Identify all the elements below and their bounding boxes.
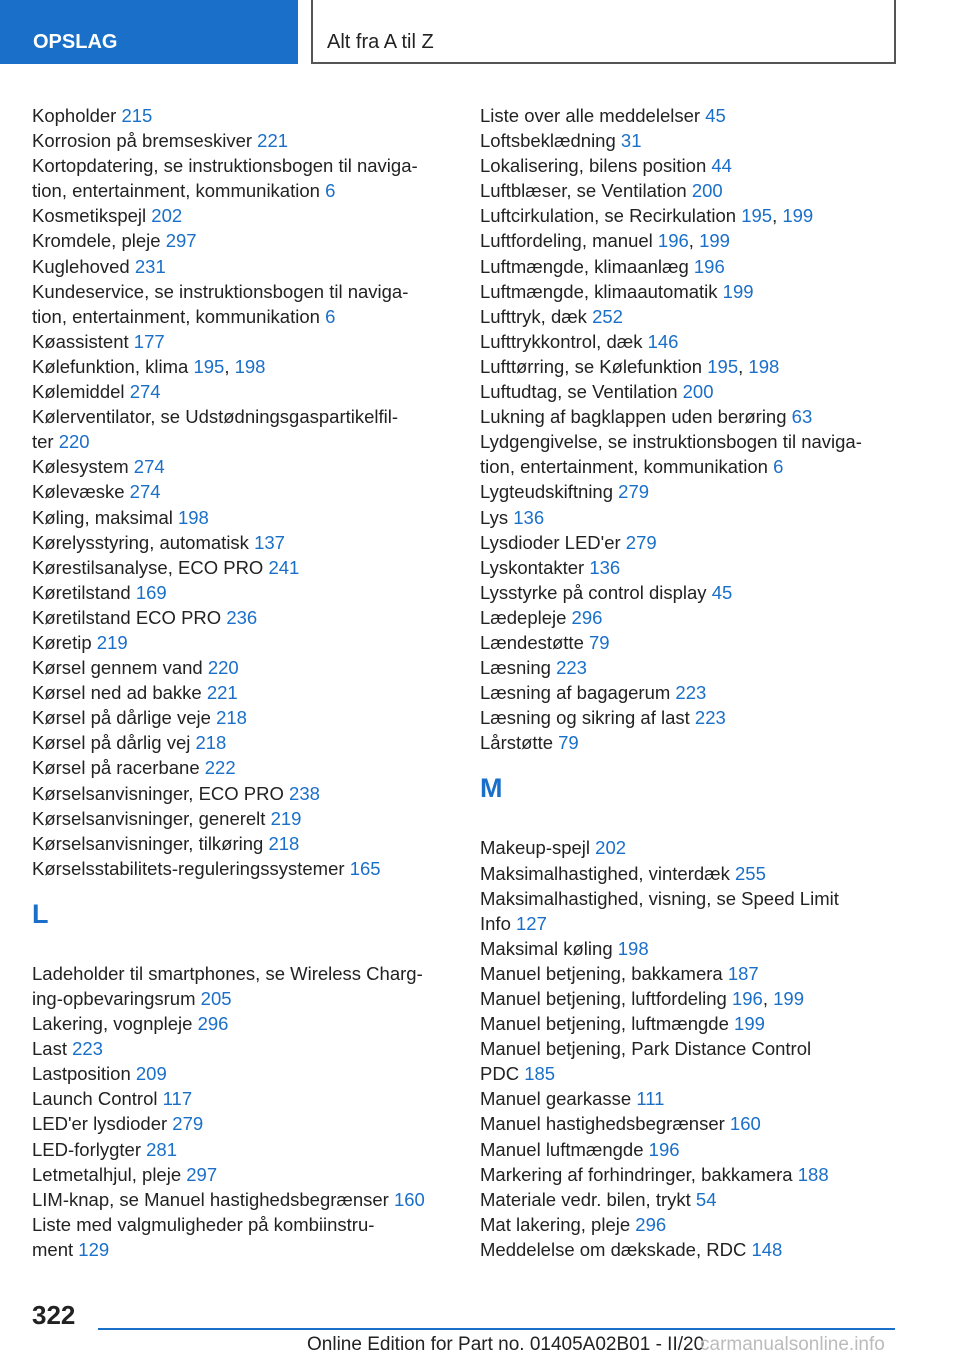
index-entry-text: PDC 185 [480,1063,556,1085]
page-reference-link[interactable]: 222 [204,757,236,779]
index-entry-text: Lyskontakter 136 [480,556,621,578]
index-entry [32,128,462,153]
page-reference-link[interactable]: 188 [797,1163,829,1185]
index-entry [32,730,462,755]
index-entry-text: Manuel betjening, Park Distance Control [480,1038,812,1060]
index-entry [32,1162,462,1187]
index-entry-text: Kortopdatering, se instruktionsbogen til naviga- [32,155,418,177]
index-entry [480,329,910,354]
index-entry-text: Køretilstand ECO PRO 236 [32,606,258,628]
index-entry-text: Manuel hastighedsbegrænser 160 [480,1113,761,1135]
page-reference-link[interactable]: 223 [556,657,587,679]
index-entry-text: Kørestilsanalyse, ECO PRO 241 [32,556,300,578]
index-entry-text: Makeup-spejl 202 [480,837,627,859]
index-entry-text: Maksimalhastighed, visning, se Speed Limit [480,887,839,909]
page-reference-link[interactable]: 79 [558,732,579,754]
footer-edition: Online Edition for Part no. 01405A02B01 - II/20 [307,1334,705,1355]
index-entry [480,178,910,203]
index-entry [480,228,910,253]
index-entry-text: ter 220 [32,431,90,453]
index-entry [32,705,462,730]
index-entry [480,1086,910,1111]
page-reference-link[interactable]: 202 [151,205,183,227]
index-entry-text: Luftudtag, se Ventilation 200 [480,381,714,403]
index-entry [32,1011,462,1036]
index-entry [480,1036,910,1086]
index-entry [32,479,462,504]
page-reference-link[interactable]: 296 [635,1213,667,1235]
index-entry [480,730,910,755]
page-reference-link[interactable]: 6 [325,305,336,327]
index-entry [32,630,462,655]
index-entry [32,505,462,530]
index-entry-text: Last 223 [32,1038,103,1060]
index-entry [480,835,910,860]
index-entry [480,936,910,961]
index-entry-text: Kørselsanvisninger, generelt 219 [32,807,302,829]
index-entry-text: Luftblæser, se Ventilation 200 [480,180,723,202]
page-reference-link[interactable]: 31 [620,130,642,152]
page-reference-link[interactable]: 54 [695,1188,717,1210]
page-reference-link[interactable]: 223 [72,1038,103,1060]
page-reference-link[interactable]: 127 [516,912,547,934]
index-entry-text: Lokalisering, bilens position 44 [480,155,732,177]
index-entry [32,1086,462,1111]
index-entry [480,429,910,479]
section-letter: M [480,773,503,804]
page-reference-link[interactable]: 220 [207,657,239,679]
index-entry-text: Lydgengivelse, se instruktionsbogen til naviga- [480,431,862,453]
index-entry-text: Køling, maksimal 198 [32,506,209,528]
index-entry-text: Manuel betjening, bakkamera 187 [480,962,759,984]
index-entry [32,755,462,780]
index-entry [32,404,462,454]
index-entry [480,580,910,605]
index-entry-text: Lårstøtte 79 [480,732,579,754]
index-entry-text: Ladeholder til smartphones, se Wireless Charg- [32,962,423,984]
page-reference-link[interactable]: 218 [268,832,300,854]
index-entry-text: ing-opbevaringsrum 205 [32,988,232,1009]
page-reference-link[interactable]: 279 [625,531,657,553]
section-letter: L [32,898,49,929]
page-reference-link[interactable]: 205 [200,988,232,1009]
index-entry-text: Lygteudskiftning 279 [480,481,650,503]
index-entry-text: Lakering, vognpleje 296 [32,1013,229,1035]
index-entry-text: Kosmetikspejl 202 [32,205,183,227]
index-entry [32,605,462,630]
page-reference-link[interactable]: 199 [734,1013,765,1035]
index-entry-text: Kørselsanvisninger, ECO PRO 238 [32,782,320,804]
index-entry-text: Køretip 219 [32,631,128,653]
page-reference-link[interactable]: 45 [711,581,733,603]
index-entry [480,379,910,404]
page-reference-link[interactable]: 241 [268,556,300,578]
index-entry-text: Manuel betjening, luftfordeling 196, 199 [480,988,805,1009]
index-entry-text: Kørelysstyring, automatisk 137 [32,531,285,553]
index-entry-text: tion, entertainment, kommunikation 6 [32,180,336,202]
index-entry-text: Læsning og sikring af last 223 [480,707,726,729]
page-reference-link[interactable]: 196 [657,230,689,252]
page-reference-link[interactable]: 6 [325,180,336,202]
page-reference-link[interactable]: 177 [133,330,165,352]
page-reference-link[interactable]: 199 [782,205,814,227]
page-reference-link[interactable]: 220 [58,431,90,453]
index-entry [32,1111,462,1136]
page-reference-link[interactable]: 252 [592,305,623,327]
index-entry [32,329,462,354]
page-reference-link[interactable]: 219 [270,807,302,829]
page-reference-link[interactable]: 44 [711,155,732,177]
index-entry [32,655,462,680]
page-reference-link[interactable]: 136 [589,556,621,578]
page-reference-link[interactable]: 187 [727,962,759,984]
page-reference-link[interactable]: 231 [134,255,166,277]
index-column-right [480,103,910,1262]
index-entry [32,254,462,279]
index-entry [32,379,462,404]
index-entry [480,479,910,504]
index-entry [480,1011,910,1036]
page-reference-link[interactable]: 218 [195,732,227,754]
page-reference-link[interactable]: 223 [675,682,707,704]
index-entry [32,1212,462,1262]
index-entry-text: Lædepleje 296 [480,606,603,628]
index-entry [32,103,462,128]
index-entry-text: Luftmængde, klimaanlæg 196 [480,255,725,277]
index-entry [32,961,462,1011]
index-entry [480,128,910,153]
page-reference-link[interactable]: 195 [707,355,739,377]
page-reference-link[interactable]: 160 [729,1113,761,1135]
index-entry-text: Korrosion på bremseskiver 221 [32,130,289,152]
page-reference-link[interactable]: 297 [186,1163,218,1185]
index-entry-text: Markering af forhindringer, bakkamera 188 [480,1163,829,1185]
page-reference-link[interactable]: 63 [791,406,813,428]
index-entry [32,530,462,555]
index-entry [480,505,910,530]
page-reference-link[interactable]: 238 [289,782,320,804]
index-entry-text: Materiale vedr. bilen, trykt 54 [480,1188,717,1210]
page-reference-link[interactable]: 219 [96,631,128,653]
index-entry [32,781,462,806]
page-reference-link[interactable]: 236 [226,606,258,628]
page-reference-link[interactable]: 199 [773,988,805,1009]
index-entry [480,555,910,580]
page-reference-link[interactable]: 221 [206,682,238,704]
index-entry [480,605,910,630]
index-entry-text: Luftfordeling, manuel 196, 199 [480,230,730,252]
index-entry-text: Kørsel på dårlige veje 218 [32,707,247,729]
page-reference-link[interactable]: 79 [589,631,610,653]
index-entry [32,153,462,203]
index-entry [480,1187,910,1212]
index-entry [480,404,910,429]
page-reference-link[interactable]: 279 [618,481,650,503]
page-reference-link[interactable]: 169 [135,581,167,603]
index-entry-text: Lysdioder LED'er 279 [480,531,657,553]
index-entry-text: ment 129 [32,1238,110,1260]
index-entry [480,886,910,936]
index-entry [480,103,910,128]
index-entry [480,279,910,304]
page-reference-link[interactable]: 117 [162,1088,193,1110]
index-entry-text: Luftcirkulation, se Recirkulation 195, 199 [480,205,814,227]
page-reference-link[interactable]: 185 [524,1063,556,1085]
index-entry [480,986,910,1011]
index-entry-text: Kuglehoved 231 [32,255,166,277]
page-reference-link[interactable]: 281 [146,1138,177,1160]
page-reference-link[interactable]: 198 [617,937,649,959]
page-reference-link[interactable]: 274 [129,381,161,403]
index-entry [480,861,910,886]
page-reference-link[interactable]: 274 [129,481,161,503]
index-entry [480,1212,910,1237]
page-reference-link[interactable]: 196 [731,988,763,1009]
page-reference-link[interactable]: 6 [773,456,784,478]
page-reference-link[interactable]: 199 [699,230,730,252]
page-header-title: Alt fra A til Z [311,0,896,64]
index-entry-text: Køassistent 177 [32,330,165,352]
footer-divider [98,1328,895,1330]
index-entry-text: Liste over alle meddelelser 45 [480,105,726,126]
index-entry [480,530,910,555]
page-reference-link[interactable]: 274 [133,456,165,478]
index-entry-text: Kopholder 215 [32,105,153,126]
index-entry-text: Luftmængde, klimaautomatik 199 [480,280,754,302]
index-entry [480,1237,910,1262]
index-entry-text: Lændestøtte 79 [480,631,610,653]
page-reference-link[interactable]: 198 [177,506,209,528]
index-entry-text: Kølevæske 274 [32,481,161,503]
index-column-left [32,103,462,1262]
index-entry [32,1036,462,1061]
page-reference-link[interactable]: 136 [513,506,545,528]
index-entry-text: Kundeservice, se instruktionsbogen til naviga- [32,280,409,302]
index-entry-text: Letmetalhjul, pleje 297 [32,1163,218,1185]
index-entry-text: LIM-knap, se Manuel hastighedsbegrænser 160 [32,1188,425,1210]
index-entry-text: Manuel betjening, luftmængde 199 [480,1013,765,1035]
page-reference-link[interactable]: 129 [78,1238,110,1260]
page-reference-link[interactable]: 111 [636,1088,665,1110]
index-entry [32,831,462,856]
page-reference-link[interactable]: 279 [172,1113,204,1135]
page-reference-link[interactable]: 297 [165,230,197,252]
index-entry-text: LED'er lysdioder 279 [32,1113,204,1135]
index-entry-text: Lastposition 209 [32,1063,167,1085]
index-entry [32,1061,462,1086]
page-reference-link[interactable]: 296 [197,1013,229,1035]
index-entry-text: Maksimalhastighed, vinterdæk 255 [480,862,766,884]
page-reference-link[interactable]: 223 [694,707,726,729]
index-entry [32,1187,462,1212]
page-reference-link[interactable]: 296 [571,606,603,628]
index-entry [480,655,910,680]
index-entry-text: Meddelelse om dækskade, RDC 148 [480,1238,783,1260]
index-entry-text: Loftsbeklædning 31 [480,130,642,152]
index-entry-text: Kørsel på dårlig vej 218 [32,732,227,754]
page-reference-link[interactable]: 196 [648,1138,680,1160]
index-entry [480,705,910,730]
index-entry-text: Liste med valgmuligheder på kombiinstru- [32,1213,375,1235]
index-entry [480,153,910,178]
page-reference-link[interactable]: 199 [722,280,754,302]
index-entry [480,354,910,379]
index-entry-text: LED-forlygter 281 [32,1138,177,1160]
page-reference-link[interactable]: 221 [257,130,289,152]
index-entry [480,630,910,655]
page-reference-link[interactable]: 209 [135,1063,167,1085]
index-entry-text: Kølesystem 274 [32,456,165,478]
page-reference-link[interactable]: 255 [735,862,766,884]
index-entry-text: Kølefunktion, klima 195, 198 [32,355,266,377]
index-entry-text: Lukning af bagklappen uden berøring 63 [480,406,813,428]
page-reference-link[interactable]: 196 [693,255,725,277]
page-reference-link[interactable]: 165 [349,857,381,879]
index-entry [480,254,910,279]
index-entry [480,1111,910,1136]
index-entry [480,1162,910,1187]
index-entry-text: Mat lakering, pleje 296 [480,1213,667,1235]
index-entry-text: Maksimal køling 198 [480,937,649,959]
index-entry [32,555,462,580]
index-entry [32,228,462,253]
index-entry-text: Læsning af bagagerum 223 [480,682,707,704]
index-entry-text: Kølemiddel 274 [32,381,161,403]
index-entry-text: Lysstyrke på control display 45 [480,581,733,603]
page-reference-link[interactable]: 45 [705,105,726,126]
index-entry-text: Kørsel gennem vand 220 [32,657,239,679]
index-entry-text: Lufttørring, se Kølefunktion 195, 198 [480,355,780,377]
index-entry-text: Læsning 223 [480,657,587,679]
index-entry-text: Manuel gearkasse 111 [480,1088,665,1110]
index-entry [480,203,910,228]
page-reference-link[interactable]: 160 [393,1188,425,1210]
page-reference-link[interactable]: 148 [751,1238,783,1260]
index-entry-text: Manuel luftmængde 196 [480,1138,680,1160]
index-entry-text: Lufttrykkontrol, dæk 146 [480,330,679,352]
page-reference-link[interactable]: 200 [691,180,723,202]
page-reference-link[interactable]: 218 [216,707,247,729]
index-entry-text: tion, entertainment, kommunikation 6 [32,305,336,327]
index-entry [32,279,462,329]
index-entry-text: Kromdele, pleje 297 [32,230,197,252]
page-reference-link[interactable]: 215 [121,105,153,126]
index-entry [32,806,462,831]
page-reference-link[interactable]: 195 [741,205,773,227]
page-reference-link[interactable]: 146 [647,330,679,352]
index-entry-text: Kørselsstabilitets-reguleringssystemer 165 [32,857,381,879]
index-entry [480,961,910,986]
index-entry [32,454,462,479]
page-reference-link[interactable]: 198 [748,355,780,377]
index-entry [32,354,462,379]
index-entry [32,203,462,228]
index-entry-text: Kørsel på racerbane 222 [32,757,236,779]
section-tab: OPSLAG [0,0,298,64]
page-reference-link[interactable]: 202 [595,837,627,859]
index-entry-text: Kørselsanvisninger, tilkøring 218 [32,832,300,854]
index-entry-text: tion, entertainment, kommunikation 6 [480,456,784,478]
index-entry-text: Lufttryk, dæk 252 [480,305,623,327]
page-number: 322 [32,1300,76,1330]
index-entry-text: Kølerventilator, se Udstødningsgaspartikelfil- [32,406,399,428]
index-entry-text: Kørsel ned ad bakke 221 [32,682,238,704]
page-reference-link[interactable]: 195 [193,355,225,377]
index-entry [32,680,462,705]
index-entry [32,856,462,881]
watermark: carmanualsonline.info [700,1334,885,1355]
page-reference-link[interactable]: 200 [682,381,714,403]
index-entry [480,680,910,705]
index-entry-text: Køretilstand 169 [32,581,167,603]
index-entry [480,304,910,329]
index-entry-text: Lys 136 [480,506,545,528]
index-entry [480,1137,910,1162]
index-entry [32,1137,462,1162]
index-entry-text: Info 127 [480,912,547,934]
index-entry [32,580,462,605]
index-entry-text: Launch Control 117 [32,1088,193,1110]
page-reference-link[interactable]: 198 [234,355,266,377]
page-reference-link[interactable]: 137 [254,531,285,553]
